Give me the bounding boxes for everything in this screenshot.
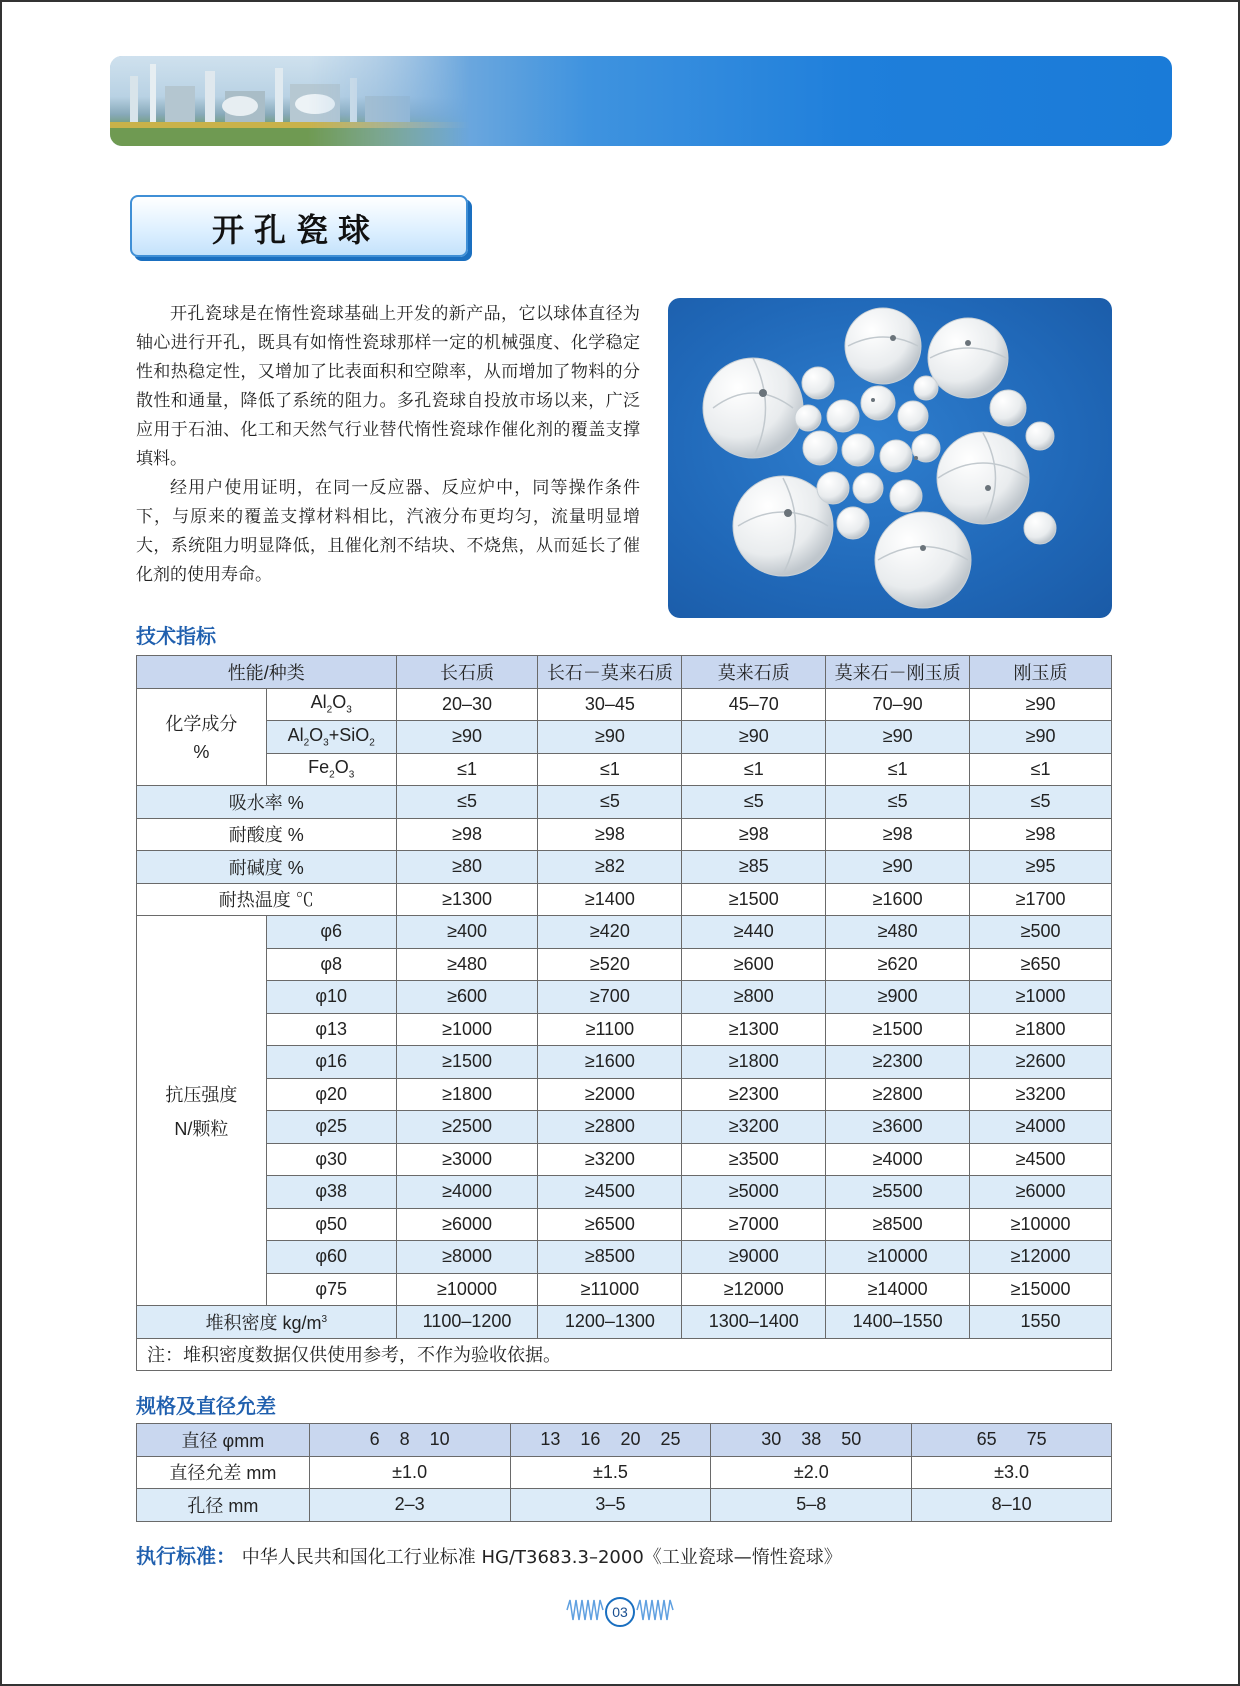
table-cell: ≥1000 (970, 981, 1112, 1014)
table-cell: ≥80 (396, 851, 538, 884)
table-cell: ≥90 (970, 688, 1112, 721)
table-cell: 65 75 (912, 1424, 1112, 1457)
page-title: 开孔瓷球 (212, 211, 381, 249)
standard-text: 中华人民共和国化工行业标准 HG/T3683.3–2000《工业瓷球—惰性瓷球》 (241, 1547, 842, 1568)
header-cell: 莫来石－刚玉质 (826, 656, 970, 689)
table-cell: ≥2300 (682, 1078, 826, 1111)
property-row (137, 883, 1112, 916)
table-cell: ≥3000 (396, 1143, 538, 1176)
table-cell: 30–45 (538, 688, 682, 721)
table-cell: ≥1800 (682, 1046, 826, 1079)
header-cell: 性能/种类 (137, 656, 397, 689)
density-row (137, 1306, 1112, 1339)
table-cell: 13 16 20 25 (510, 1424, 711, 1457)
table-cell: ≥480 (396, 948, 538, 981)
page-number-ornament (565, 1595, 675, 1625)
table-cell: ≥480 (826, 916, 970, 949)
strength-label (137, 916, 267, 1306)
table-cell: ≥3200 (970, 1078, 1112, 1111)
table-header-row (137, 656, 1112, 689)
table-cell: ≥8000 (396, 1241, 538, 1274)
ceramic-balls-photo (668, 298, 1112, 618)
chem-label (137, 688, 267, 786)
page-number: 03 (605, 1597, 635, 1627)
table-cell: ≥85 (682, 851, 826, 884)
size-cell: φ38 (266, 1176, 396, 1209)
table-cell: ±2.0 (711, 1456, 912, 1489)
table-cell: ≥12000 (970, 1241, 1112, 1274)
size-cell: φ25 (266, 1111, 396, 1144)
table-cell: ≥7000 (682, 1208, 826, 1241)
table-cell: ≥4000 (826, 1143, 970, 1176)
table-cell: 3–5 (510, 1489, 711, 1522)
strength-row (137, 1273, 1112, 1306)
size-cell: φ13 (266, 1013, 396, 1046)
table-cell: 45–70 (682, 688, 826, 721)
table-cell: ≥12000 (682, 1273, 826, 1306)
table-cell: ≥95 (970, 851, 1112, 884)
table-cell: 1100–1200 (396, 1306, 538, 1339)
table-cell: ≥3600 (826, 1111, 970, 1144)
table-cell: ≥620 (826, 948, 970, 981)
table-cell: ≥90 (970, 721, 1112, 754)
table-cell: ≥600 (396, 981, 538, 1014)
size-table (136, 1423, 1112, 1522)
table-cell: ≥2000 (538, 1078, 682, 1111)
table-cell: ≥10000 (826, 1241, 970, 1274)
note-row (137, 1338, 1112, 1371)
chem-label-text: 化学成分 (165, 714, 238, 735)
intro-paragraph-2: 经用户使用证明，在同一反应器、反应炉中，同等操作条件下，与原来的覆盖支撑材料相比，汽液分布更均匀，流量明显增大，系统阻力明显降低，且催化剂不结块、不烧焦，从而延长了催化剂的使用寿命。 (136, 478, 640, 585)
table-cell: ±3.0 (912, 1456, 1112, 1489)
table-cell: 20–30 (396, 688, 538, 721)
table-cell: ≥98 (538, 818, 682, 851)
size-row (137, 1424, 1112, 1457)
table-cell: ≥10000 (970, 1208, 1112, 1241)
size-cell: φ6 (266, 916, 396, 949)
refinery-photo (110, 56, 470, 146)
table-cell: ≥2500 (396, 1111, 538, 1144)
table-cell: 6 8 10 (309, 1424, 510, 1457)
size-label: 孔径 mm (137, 1489, 310, 1522)
strength-row (137, 916, 1112, 949)
table-cell: ≤1 (538, 753, 682, 786)
table-cell: ≥4500 (538, 1176, 682, 1209)
density-label: 堆积密度 $kg/m^3$ (137, 1306, 397, 1339)
table-cell: ≥1800 (396, 1078, 538, 1111)
table-cell: ≤1 (970, 753, 1112, 786)
formula-cell: $Al_2O_3+SiO_2$ (266, 721, 396, 754)
table-cell: 1200–1300 (538, 1306, 682, 1339)
strength-label-text: 抗压强度 (165, 1084, 238, 1105)
table-cell: ≥650 (970, 948, 1112, 981)
table-cell: ≥98 (396, 818, 538, 851)
header-cell: 长石质 (396, 656, 538, 689)
table-cell: ≥4000 (970, 1111, 1112, 1144)
table-cell: ≥1100 (538, 1013, 682, 1046)
table-cell: 8–10 (912, 1489, 1112, 1522)
chem-unit: % (193, 742, 210, 763)
table-cell: ≥15000 (970, 1273, 1112, 1306)
table-cell: ≥420 (538, 916, 682, 949)
table-cell: ≥520 (538, 948, 682, 981)
table-cell: ≥90 (396, 721, 538, 754)
table-cell: ≥98 (682, 818, 826, 851)
table-cell: ≥1500 (396, 1046, 538, 1079)
table-cell: ≥440 (682, 916, 826, 949)
table-cell: ≤5 (396, 786, 538, 819)
property-label: 耐碱度 % (137, 851, 397, 884)
table-cell: ≤5 (826, 786, 970, 819)
table-cell: ≥90 (538, 721, 682, 754)
table-cell: ≥3200 (682, 1111, 826, 1144)
table-cell: 70–90 (826, 688, 970, 721)
intro-text (136, 300, 640, 590)
table-cell: ≥1000 (396, 1013, 538, 1046)
tech-heading: 技术指标 (136, 624, 216, 648)
table-cell: ≥5000 (682, 1176, 826, 1209)
table-cell: ≥500 (970, 916, 1112, 949)
table-cell: ≥1500 (826, 1013, 970, 1046)
table-cell: ±1.5 (510, 1456, 711, 1489)
table-cell: ≥10000 (396, 1273, 538, 1306)
property-row (137, 818, 1112, 851)
table-cell: ≥3500 (682, 1143, 826, 1176)
sizes-heading: 规格及直径允差 (136, 1394, 276, 1418)
table-cell: ≥3200 (538, 1143, 682, 1176)
strength-row (137, 1046, 1112, 1079)
table-cell: ≥1500 (682, 883, 826, 916)
table-cell: 1300–1400 (682, 1306, 826, 1339)
table-cell: ≥1700 (970, 883, 1112, 916)
table-cell: ≥400 (396, 916, 538, 949)
size-cell: φ50 (266, 1208, 396, 1241)
size-label: 直径 φmm (137, 1424, 310, 1457)
table-cell: ≥1400 (538, 883, 682, 916)
table-cell: ≤1 (682, 753, 826, 786)
intro-paragraph-1: 开孔瓷球是在惰性瓷球基础上开发的新产品，它以球体直径为轴心进行开孔，既具有如惰性瓷球那样一定的机械强度、化学稳定性和热稳定性，又增加了比表面积和空隙率，从而增加了物料的分散性和通量，降低了系统的阻力。多孔瓷球自投放市场以来，广泛应用于石油、化工和天然气行业替代惰性瓷球作催化剂的覆盖支撑填料。 (136, 304, 640, 469)
table-cell: ≥5500 (826, 1176, 970, 1209)
property-label: 吸水率 % (137, 786, 397, 819)
table-cell: ≥11000 (538, 1273, 682, 1306)
table-cell: ≥2800 (826, 1078, 970, 1111)
strength-row (137, 1241, 1112, 1274)
standard-line (136, 1540, 842, 1569)
table-cell: ≥82 (538, 851, 682, 884)
size-cell: φ60 (266, 1241, 396, 1274)
table-cell: ≥800 (682, 981, 826, 1014)
property-label: 耐热温度 ℃ (137, 883, 397, 916)
chem-row (137, 753, 1112, 786)
strength-row (137, 1013, 1112, 1046)
table-cell: ≥8500 (538, 1241, 682, 1274)
size-row (137, 1456, 1112, 1489)
property-label: 耐酸度 % (137, 818, 397, 851)
table-cell: ≥1600 (826, 883, 970, 916)
size-cell: φ8 (266, 948, 396, 981)
strength-row (137, 1176, 1112, 1209)
size-cell: φ75 (266, 1273, 396, 1306)
size-cell: φ16 (266, 1046, 396, 1079)
table-cell: ≥90 (826, 721, 970, 754)
title-box (130, 195, 468, 257)
table-cell: ≥2800 (538, 1111, 682, 1144)
header-cell: 莫来石质 (682, 656, 826, 689)
table-cell: ≥1600 (538, 1046, 682, 1079)
table-cell: ≥2300 (826, 1046, 970, 1079)
strength-row (137, 1111, 1112, 1144)
header-cell: 长石－莫来石质 (538, 656, 682, 689)
table-cell: ≥700 (538, 981, 682, 1014)
table-cell: ≥6500 (538, 1208, 682, 1241)
table-cell: ≤5 (538, 786, 682, 819)
table-cell: ≥4500 (970, 1143, 1112, 1176)
standard-label: 执行标准： (136, 1544, 236, 1568)
table-cell: ≥90 (826, 851, 970, 884)
table-cell: ≥8500 (826, 1208, 970, 1241)
table-cell: ≥98 (970, 818, 1112, 851)
formula-cell: $Fe_2O_3$ (266, 753, 396, 786)
table-cell: ≥2600 (970, 1046, 1112, 1079)
size-row (137, 1489, 1112, 1522)
table-cell: ≥6000 (970, 1176, 1112, 1209)
property-row (137, 786, 1112, 819)
strength-row (137, 948, 1112, 981)
table-cell: ≥900 (826, 981, 970, 1014)
table-cell: ≥14000 (826, 1273, 970, 1306)
header-cell: 刚玉质 (970, 656, 1112, 689)
table-cell: ≥1800 (970, 1013, 1112, 1046)
table-cell: ≤5 (682, 786, 826, 819)
size-cell: φ30 (266, 1143, 396, 1176)
table-cell: ≥600 (682, 948, 826, 981)
table-cell: 5–8 (711, 1489, 912, 1522)
tech-spec-table (136, 655, 1112, 1371)
property-row (137, 851, 1112, 884)
strength-row (137, 1143, 1112, 1176)
table-cell: ≤1 (826, 753, 970, 786)
table-cell: 2–3 (309, 1489, 510, 1522)
table-cell: ≥6000 (396, 1208, 538, 1241)
strength-row (137, 1078, 1112, 1111)
table-cell: ≥90 (682, 721, 826, 754)
table-cell: ≥9000 (682, 1241, 826, 1274)
table-cell: ≤5 (970, 786, 1112, 819)
size-cell: φ20 (266, 1078, 396, 1111)
strength-row (137, 981, 1112, 1014)
table-cell: ±1.0 (309, 1456, 510, 1489)
table-cell: 1550 (970, 1306, 1112, 1339)
table-note: 注：堆积密度数据仅供使用参考，不作为验收依据。 (137, 1338, 1112, 1371)
table-cell: ≥98 (826, 818, 970, 851)
table-cell: 1400–1550 (826, 1306, 970, 1339)
table-cell: ≥1300 (682, 1013, 826, 1046)
table-cell: ≥4000 (396, 1176, 538, 1209)
header-banner (110, 56, 1172, 146)
table-cell: 30 38 50 (711, 1424, 912, 1457)
chem-row (137, 721, 1112, 754)
size-cell: φ10 (266, 981, 396, 1014)
size-label: 直径允差 mm (137, 1456, 310, 1489)
table-cell: ≥1300 (396, 883, 538, 916)
formula-cell: $Al_2O_3$ (266, 688, 396, 721)
strength-row (137, 1208, 1112, 1241)
chem-row (137, 688, 1112, 721)
strength-unit: N/颗粒 (174, 1118, 229, 1139)
table-cell: ≤1 (396, 753, 538, 786)
